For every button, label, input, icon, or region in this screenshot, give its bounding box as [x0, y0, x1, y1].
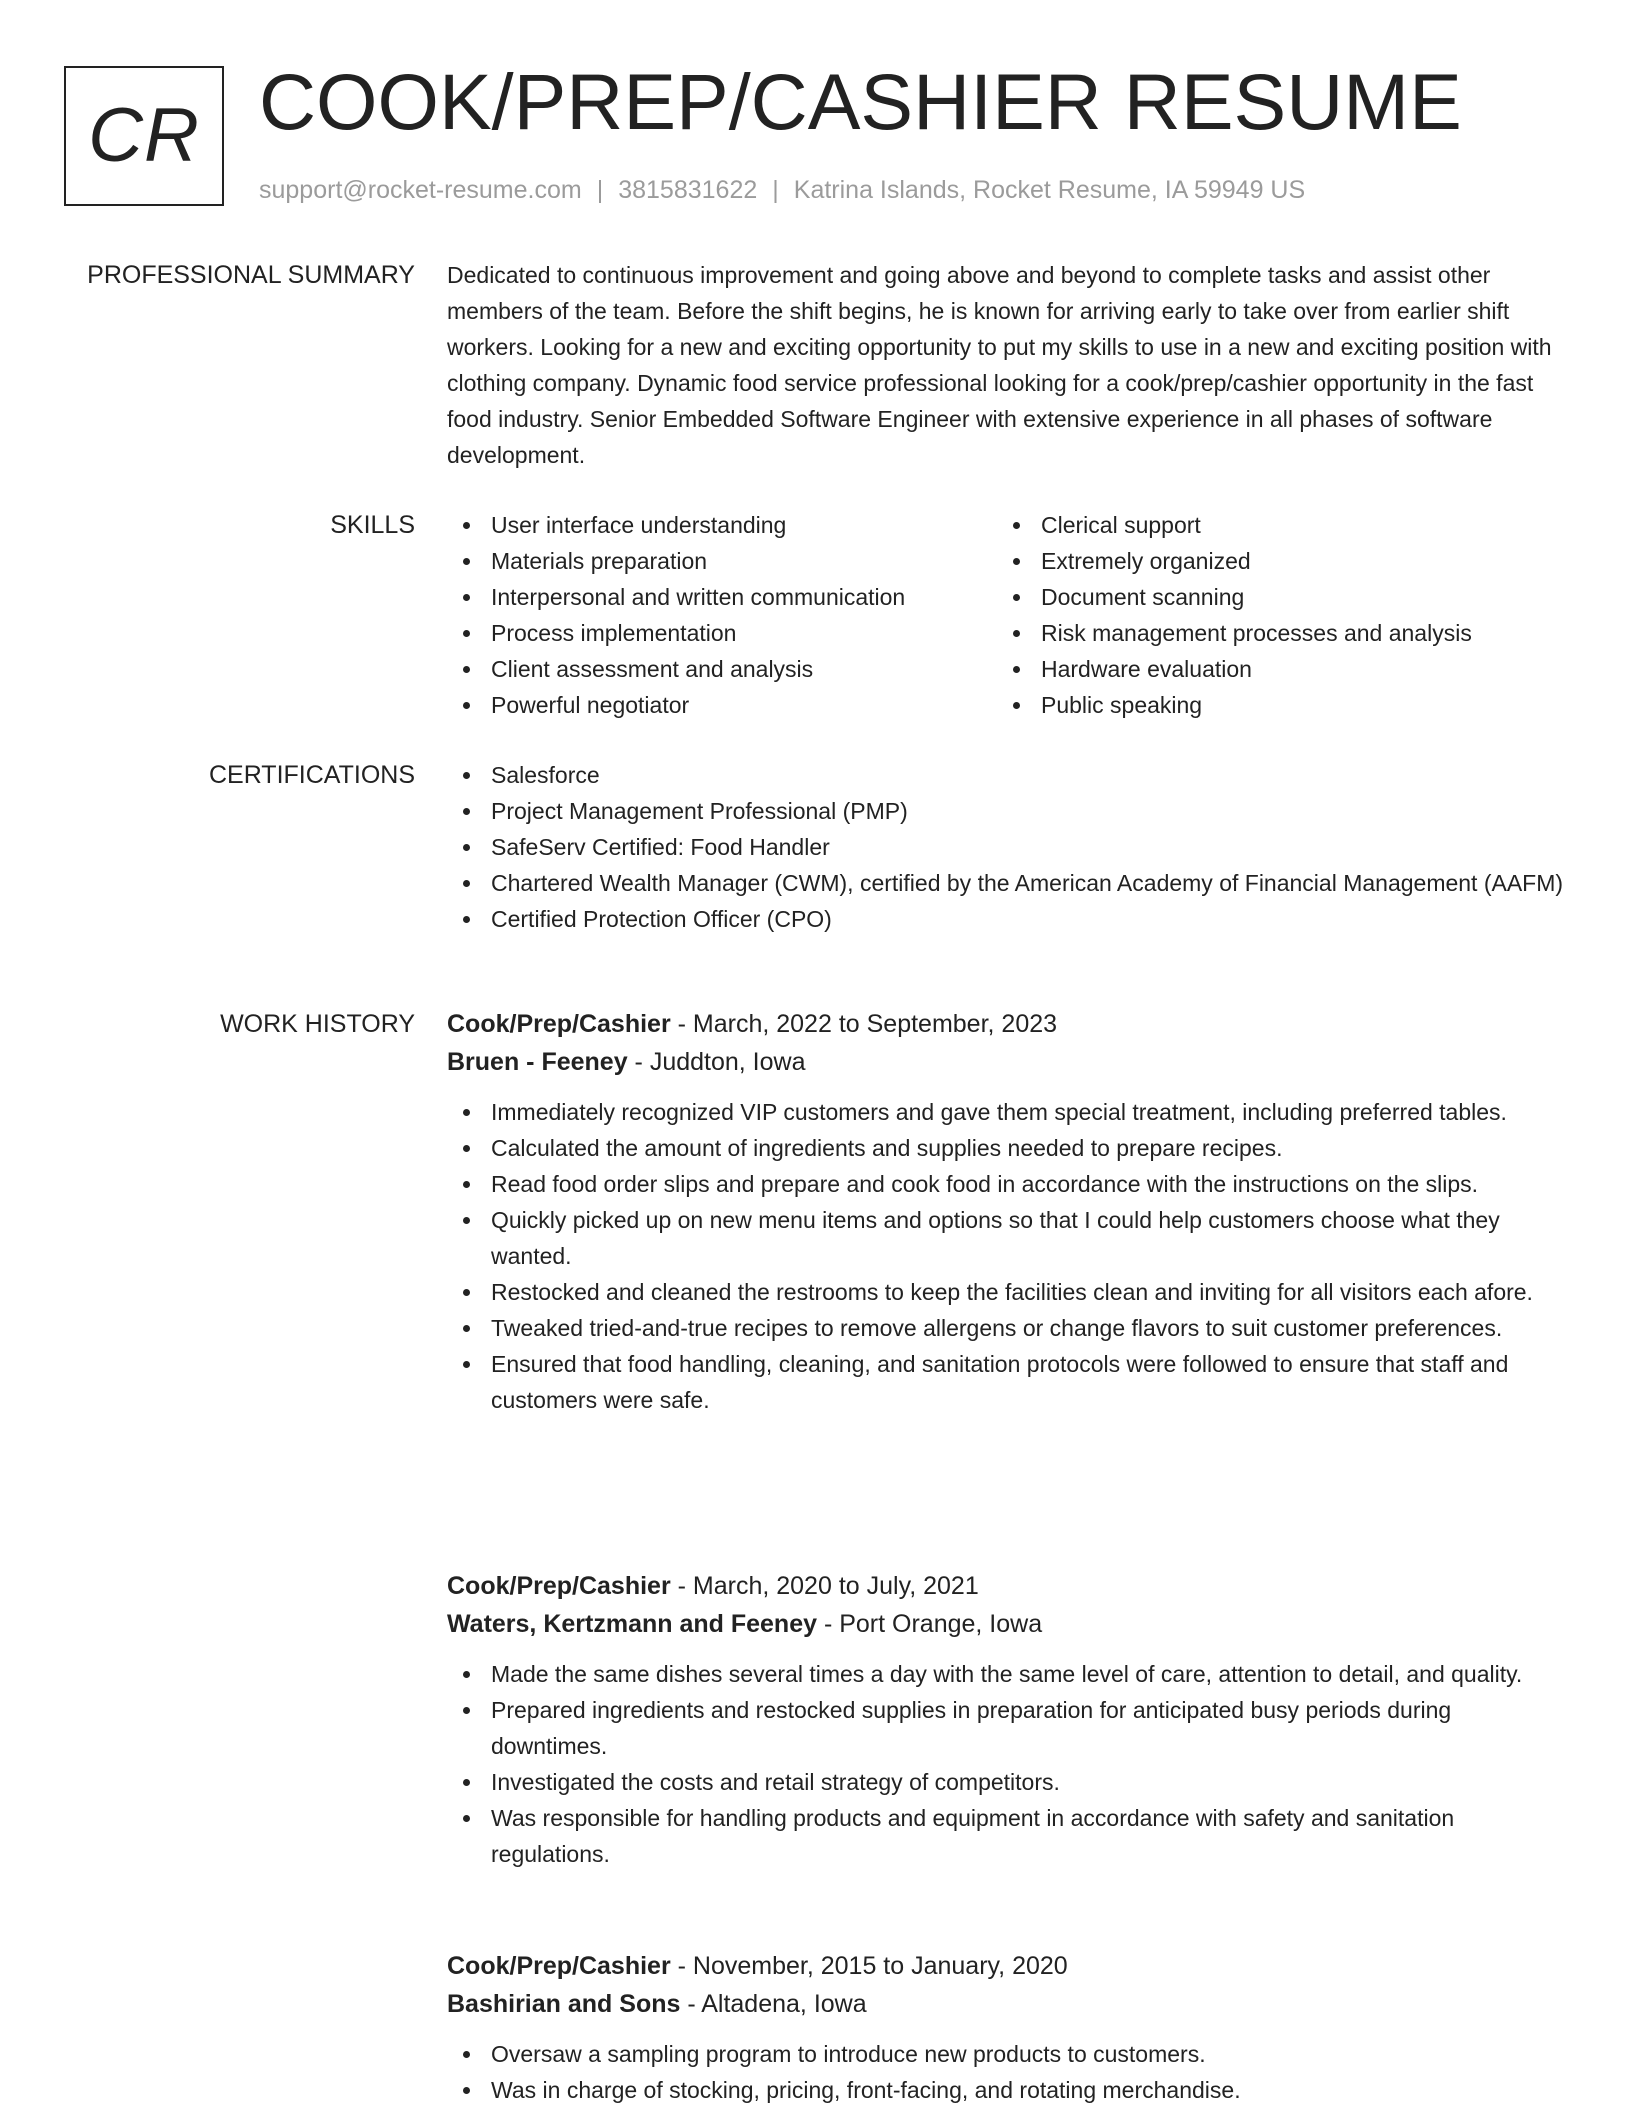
job-bullets — [447, 2036, 1567, 2108]
summary-text: Dedicated to continuous improvement and going above and beyond to complete tasks and assist other members of the team. Before the shift begins, he is known for arriving early to take over from earlier shift workers. Looking for a new and exciting opportunity to put my skills to use in a new and exciting position with clothing company. Dynamic food service professional looking for a cook/prep/cashier opportunity in the fast food industry. Senior Embedded Software Engineer with extensive experience in all phases of software development. — [447, 262, 1552, 468]
job-bullet: Quickly picked up on new menu items and options so that I could help customers choose what they wanted. — [447, 1202, 1567, 1274]
job-bullet: Calculated the amount of ingredients and supplies needed to prepare recipes. — [447, 1130, 1567, 1166]
job-bullet: Ensured that food handling, cleaning, and sanitation protocols were followed to ensure that staff and customers were safe. — [447, 1346, 1567, 1418]
job-bullet: Immediately recognized VIP customers and gave them special treatment, including preferred tables. — [447, 1094, 1567, 1130]
contact-line — [259, 174, 1305, 206]
job-bullet: Was in charge of stocking, pricing, front-facing, and rotating merchandise. — [447, 2072, 1567, 2108]
skill-item: Interpersonal and written communication — [447, 579, 997, 615]
job-entry — [447, 1947, 1567, 2108]
job-bullet: Investigated the costs and retail strategy of competitors. — [447, 1764, 1567, 1800]
certification-item: SafeServ Certified: Food Handler — [447, 829, 1567, 865]
job-location: - Juddton, Iowa — [627, 1048, 806, 1076]
job-title: Cook/Prep/Cashier — [447, 1010, 671, 1038]
certifications-list — [447, 757, 1567, 937]
summary-body — [447, 257, 1567, 473]
job-entry — [447, 1567, 1567, 1872]
job-bullet: Was responsible for handling products and equipment in accordance with safety and sanitation regulations. — [447, 1800, 1567, 1872]
section-label-skills: SKILLS — [330, 511, 415, 539]
contact-address: Katrina Islands, Rocket Resume, IA 59949 US — [793, 176, 1306, 204]
job-dates: - March, 2022 to September, 2023 — [670, 1010, 1058, 1038]
job-company-line — [447, 1605, 1567, 1643]
section-label-summary: PROFESSIONAL SUMMARY — [87, 261, 415, 289]
job-title: Cook/Prep/Cashier — [447, 1952, 671, 1980]
section-label-work-history: WORK HISTORY — [220, 1010, 415, 1038]
job-company-line — [447, 1043, 1567, 1081]
monogram-initials: CR — [88, 93, 200, 178]
contact-separator: | — [596, 176, 604, 204]
job-company-line — [447, 1985, 1567, 2023]
skill-item: Materials preparation — [447, 543, 997, 579]
skill-item: Process implementation — [447, 615, 997, 651]
skill-item: Hardware evaluation — [997, 651, 1557, 687]
certification-item: Project Management Professional (PMP) — [447, 793, 1567, 829]
skill-item: Risk management processes and analysis — [997, 615, 1557, 651]
certification-item: Certified Protection Officer (CPO) — [447, 901, 1567, 937]
job-title-line — [447, 1567, 1567, 1605]
skill-item: Client assessment and analysis — [447, 651, 997, 687]
skill-item: Powerful negotiator — [447, 687, 997, 723]
skills-grid — [447, 507, 1567, 723]
job-bullet: Prepared ingredients and restocked supplies in preparation for anticipated busy periods during downtimes. — [447, 1692, 1567, 1764]
job-dates: - November, 2015 to January, 2020 — [670, 1952, 1068, 1980]
job-dates: - March, 2020 to July, 2021 — [670, 1572, 979, 1600]
job-bullets — [447, 1094, 1567, 1418]
skills-list-right — [997, 507, 1557, 723]
monogram-logo — [64, 66, 224, 206]
certification-item: Chartered Wealth Manager (CWM), certified by the American Academy of Financial Management (AAFM) — [447, 865, 1567, 901]
skill-item: Extremely organized — [997, 543, 1557, 579]
job-bullet: Oversaw a sampling program to introduce new products to customers. — [447, 2036, 1567, 2072]
skill-item: Clerical support — [997, 507, 1557, 543]
certifications-body — [447, 757, 1567, 937]
contact-phone[interactable]: 3815831622 — [618, 176, 758, 204]
job-bullets — [447, 1656, 1567, 1872]
skills-list-left — [447, 507, 997, 723]
contact-email[interactable]: support@rocket-resume.com — [259, 176, 582, 204]
job-title-line — [447, 1947, 1567, 1985]
job-bullet: Read food order slips and prepare and cook food in accordance with the instructions on the slips. — [447, 1166, 1567, 1202]
job-location: - Altadena, Iowa — [680, 1990, 867, 2018]
skill-item: Public speaking — [997, 687, 1557, 723]
job-bullet: Restocked and cleaned the restrooms to keep the facilities clean and inviting for all visitors each afore. — [447, 1274, 1567, 1310]
job-location: - Port Orange, Iowa — [817, 1610, 1043, 1638]
job-title: Cook/Prep/Cashier — [447, 1572, 671, 1600]
certification-item: Salesforce — [447, 757, 1567, 793]
skill-item: Document scanning — [997, 579, 1557, 615]
resume-title: COOK/PREP/CASHIER RESUME — [259, 57, 1462, 146]
job-company: Bruen - Feeney — [447, 1048, 628, 1076]
job-entry — [447, 1005, 1567, 1418]
contact-separator: | — [772, 176, 779, 204]
skill-item: User interface understanding — [447, 507, 997, 543]
job-company: Bashirian and Sons — [447, 1990, 681, 2018]
job-company: Waters, Kertzmann and Feeney — [447, 1610, 818, 1638]
job-bullet: Made the same dishes several times a day with the same level of care, attention to detail, and quality. — [447, 1656, 1567, 1692]
job-bullet: Tweaked tried-and-true recipes to remove allergens or change flavors to suit customer preferences. — [447, 1310, 1567, 1346]
section-label-certifications: CERTIFICATIONS — [208, 761, 415, 789]
job-title-line — [447, 1005, 1567, 1043]
